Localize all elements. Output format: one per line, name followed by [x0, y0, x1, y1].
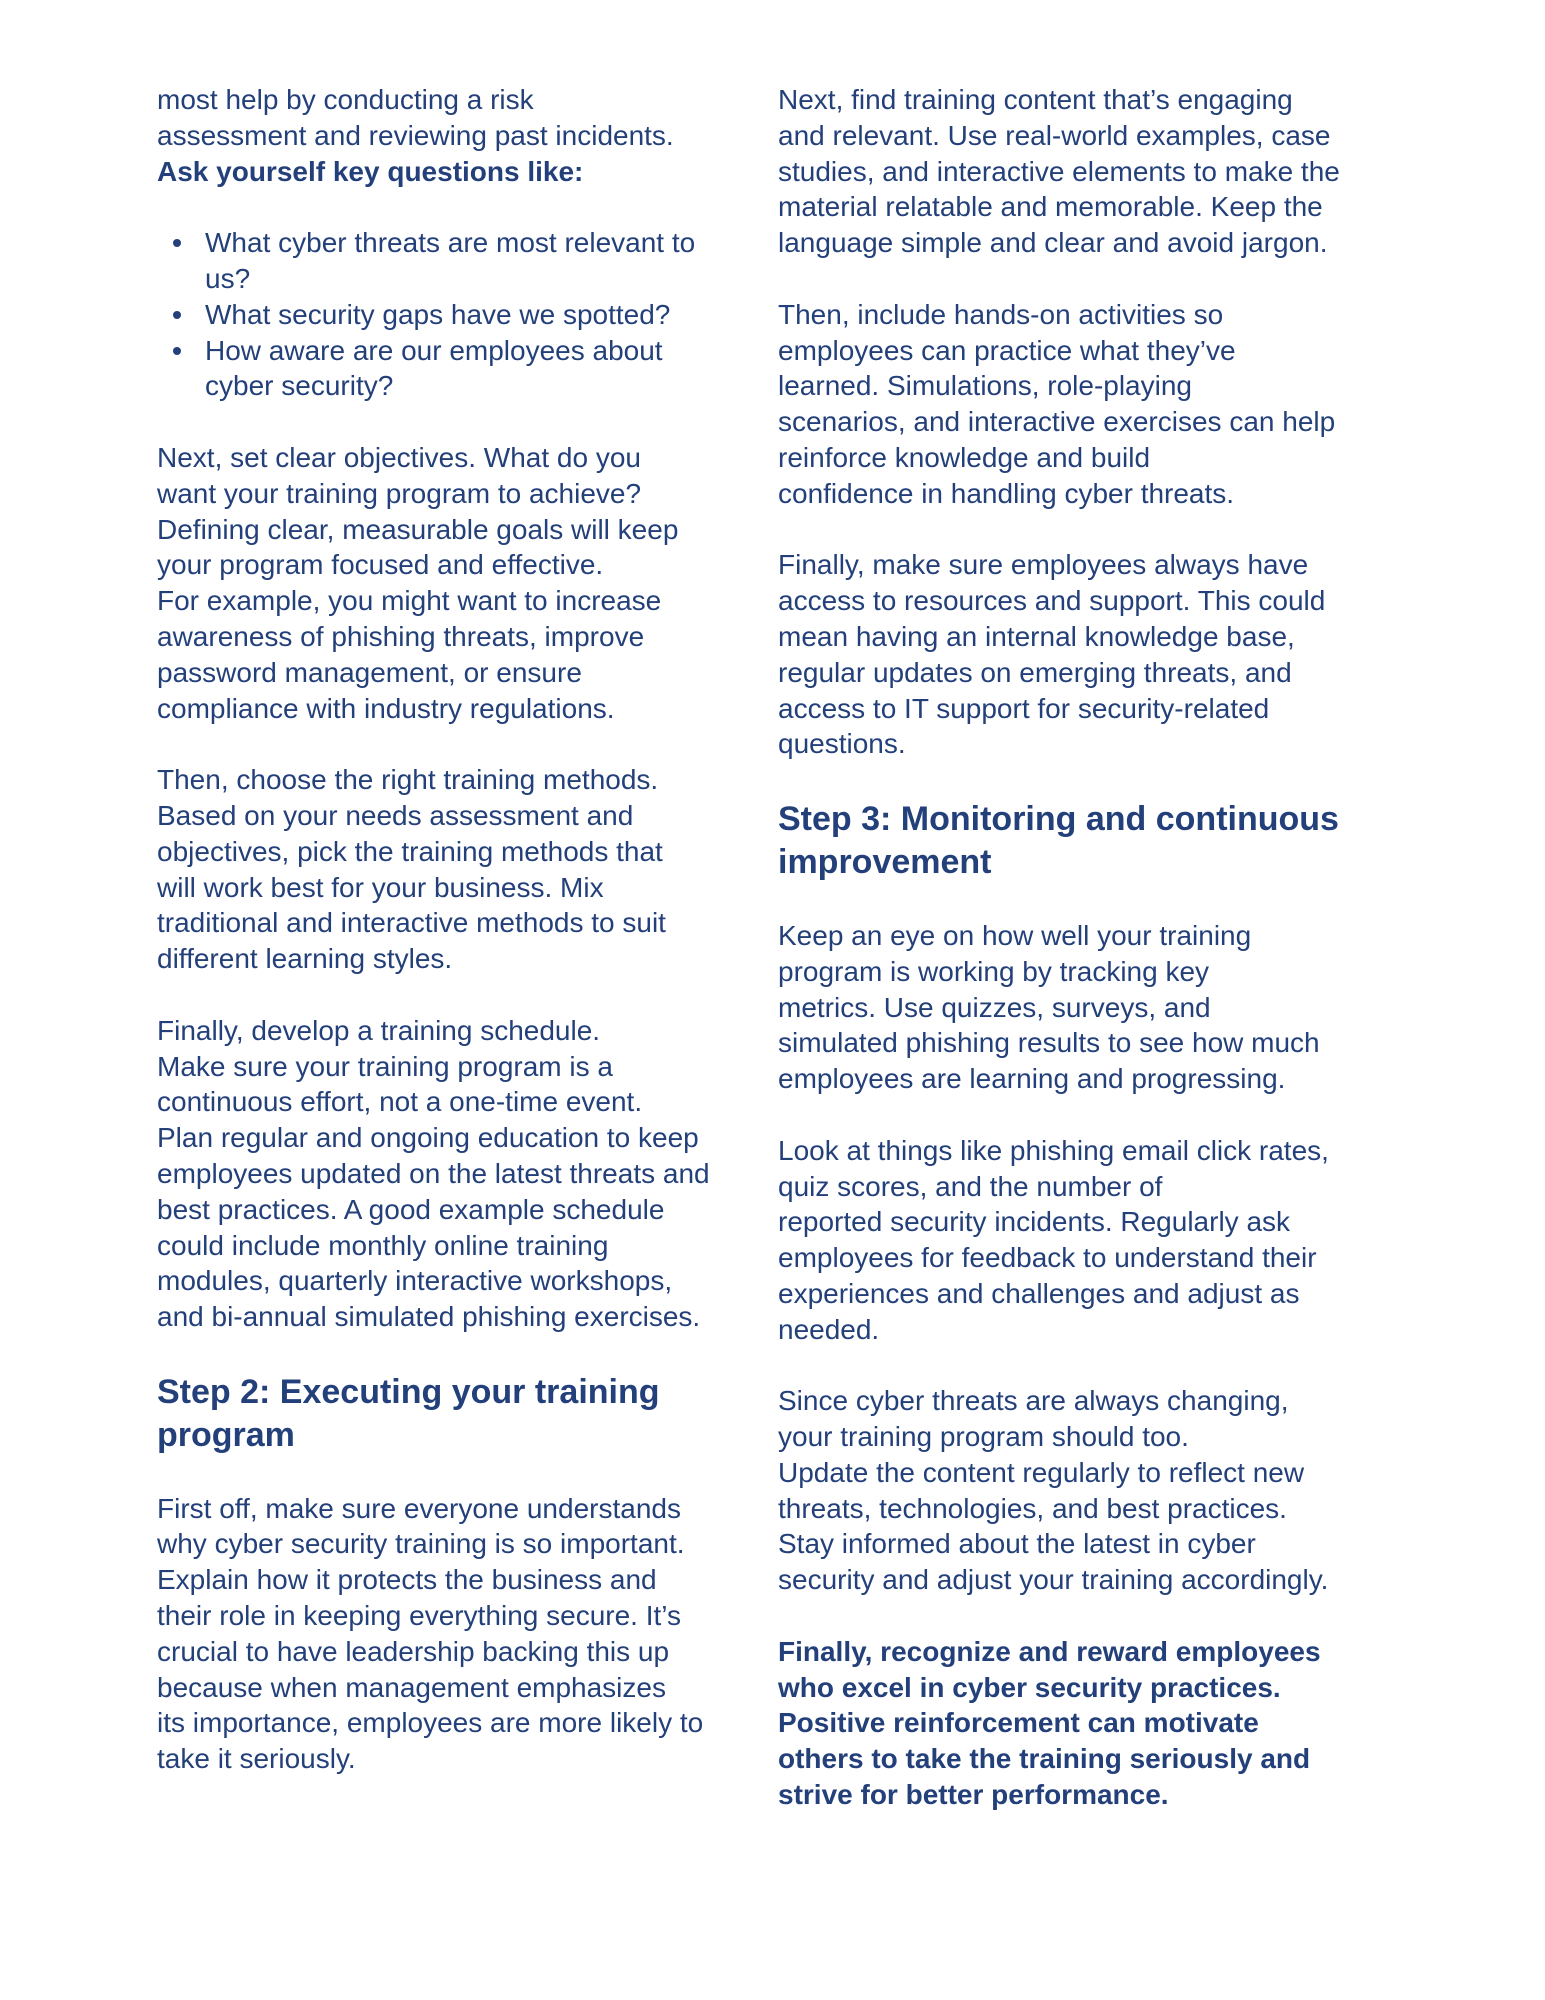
text-line: material relatable and memorable. Keep the — [778, 191, 1323, 223]
text-line: security and adjust your training accordingly. — [778, 1564, 1329, 1596]
text-line: needed. — [778, 1313, 880, 1345]
step2-heading — [157, 1371, 757, 1457]
text-line: Update the content regularly to reflect new — [778, 1456, 1305, 1488]
list-item — [157, 225, 757, 297]
text-line: Finally, develop a training schedule. — [157, 1014, 601, 1046]
text-line: employees updated on the latest threats and — [157, 1157, 710, 1189]
intro-paragraph — [157, 82, 757, 154]
text-line: language simple and clear and avoid jargon. — [778, 227, 1328, 259]
text-line: scenarios, and interactive exercises can help — [778, 406, 1336, 438]
text-line: access to resources and support. This could — [778, 585, 1326, 617]
text-line: take it seriously. — [157, 1743, 356, 1775]
text-line: Explain how it protects the business and — [157, 1564, 657, 1596]
text-line: simulated phishing results to see how much — [778, 1027, 1320, 1059]
text-line: most help by conducting a risk — [157, 84, 534, 115]
text-line: Based on your needs assessment and — [157, 799, 634, 831]
text-line: metrics. Use quizzes, surveys, and — [778, 991, 1211, 1023]
text-line: Defining clear, measurable goals will keep — [157, 513, 679, 545]
text-line: others to take the training seriously and — [778, 1743, 1311, 1775]
text-line: who excel in cyber security practices. — [778, 1671, 1281, 1703]
text-line: experiences and challenges and adjust as — [778, 1277, 1300, 1309]
step2-paragraph — [157, 1491, 757, 1777]
text-line: and relevant. Use real-world examples, case — [778, 119, 1331, 151]
text-line: your program focused and effective. — [157, 549, 604, 581]
text-line: objectives, pick the training methods that — [157, 835, 663, 867]
text-line: Look at things like phishing email click rates, — [778, 1134, 1329, 1166]
text-line: password management, or ensure — [157, 656, 582, 688]
text-line: Finally, recognize and reward employees — [778, 1635, 1321, 1667]
text-line: questions. — [778, 728, 906, 760]
text-line: your training program should too. — [778, 1421, 1189, 1453]
text-line: continuous effort, not a one-time event. — [157, 1086, 643, 1118]
changing-paragraph — [778, 1383, 1388, 1598]
text-line: Next, set clear objectives. What do you — [157, 441, 641, 473]
text-line: their role in keeping everything secure. It’s — [157, 1600, 681, 1632]
text-line: What cyber threats are most relevant to — [205, 227, 696, 259]
text-line: Stay informed about the latest in cyber — [778, 1528, 1256, 1560]
text-line: Since cyber threats are always changing, — [778, 1385, 1289, 1417]
metrics-paragraph — [778, 918, 1388, 1097]
content-paragraph — [778, 82, 1388, 261]
heading-line: Step 2: Executing your training — [157, 1372, 660, 1411]
text-line: Then, choose the right training methods. — [157, 764, 659, 796]
text-line: want your training program to achieve? — [157, 477, 642, 509]
left-column — [157, 82, 757, 1777]
text-line: How aware are our employees about — [205, 334, 663, 366]
heading-line: improvement — [778, 842, 992, 881]
text-line: Plan regular and ongoing education to keep — [157, 1122, 699, 1154]
text-line: compliance with industry regulations. — [157, 692, 615, 724]
text-line: best practices. A good example schedule — [157, 1193, 665, 1225]
text-line: its importance, employees are more likely to — [157, 1707, 704, 1739]
text-line: employees for feedback to understand their — [778, 1242, 1317, 1274]
objectives-paragraph — [157, 440, 757, 726]
lookat-paragraph — [778, 1133, 1388, 1348]
heading-line: Step 3: Monitoring and continuous — [778, 799, 1339, 838]
text-line: awareness of phishing threats, improve — [157, 620, 645, 652]
text-line: why cyber security training is so important. — [157, 1528, 685, 1560]
text-line: What security gaps have we spotted? — [205, 298, 671, 330]
text-line: Positive reinforcement can motivate — [778, 1707, 1259, 1739]
text-line: Next, find training content that’s engaging — [778, 84, 1293, 115]
list-item — [157, 297, 757, 333]
text-line: because when management emphasizes — [157, 1671, 666, 1703]
text-line: reported security incidents. Regularly ask — [778, 1206, 1291, 1238]
text-line: modules, quarterly interactive workshops, — [157, 1265, 673, 1297]
text-line: learned. Simulations, role-playing — [778, 370, 1192, 402]
handson-paragraph — [778, 297, 1388, 512]
questions-list — [157, 225, 757, 404]
text-line: different learning styles. — [157, 943, 453, 975]
text-line: employees can practice what they’ve — [778, 334, 1236, 366]
heading-line: program — [157, 1415, 295, 1454]
text-line: cyber security? — [205, 370, 394, 402]
text-line: Make sure your training program is a — [157, 1050, 613, 1082]
list-item — [157, 333, 757, 405]
text-line: mean having an internal knowledge base, — [778, 620, 1295, 652]
text-line: Then, include hands-on activities so — [778, 298, 1224, 330]
reward-paragraph — [778, 1634, 1388, 1813]
resources-paragraph — [778, 547, 1388, 762]
methods-paragraph — [157, 762, 757, 977]
text-line: threats, technologies, and best practices. — [778, 1492, 1287, 1524]
text-line: us? — [205, 262, 251, 294]
schedule-paragraph — [157, 1013, 757, 1335]
questions-heading: Ask yourself key questions like: — [157, 155, 584, 187]
text-line: First off, make sure everyone understands — [157, 1492, 681, 1524]
text-line: and bi-annual simulated phishing exercises. — [157, 1301, 701, 1333]
text-line: could include monthly online training — [157, 1229, 609, 1261]
text-line: assessment and reviewing past incidents. — [157, 119, 674, 151]
text-line: reinforce knowledge and build — [778, 441, 1151, 473]
text-line: will work best for your business. Mix — [157, 871, 604, 903]
text-line: crucial to have leadership backing this up — [157, 1635, 670, 1667]
text-line: traditional and interactive methods to suit — [157, 907, 666, 939]
text-line: program is working by tracking key — [778, 955, 1210, 987]
text-line: For example, you might want to increase — [157, 585, 662, 617]
text-line: confidence in handling cyber threats. — [778, 477, 1235, 509]
text-line: Finally, make sure employees always have — [778, 549, 1309, 581]
text-line: employees are learning and progressing. — [778, 1063, 1286, 1095]
text-line: access to IT support for security-related — [778, 692, 1270, 724]
right-column — [778, 82, 1388, 1813]
text-line: Keep an eye on how well your training — [778, 919, 1252, 951]
text-line: strive for better performance. — [778, 1779, 1169, 1811]
spacer — [157, 189, 757, 225]
text-line: regular updates on emerging threats, and — [778, 656, 1292, 688]
text-line: quiz scores, and the number of — [778, 1170, 1163, 1202]
text-line: studies, and interactive elements to make the — [778, 155, 1340, 187]
step3-heading — [778, 798, 1388, 884]
